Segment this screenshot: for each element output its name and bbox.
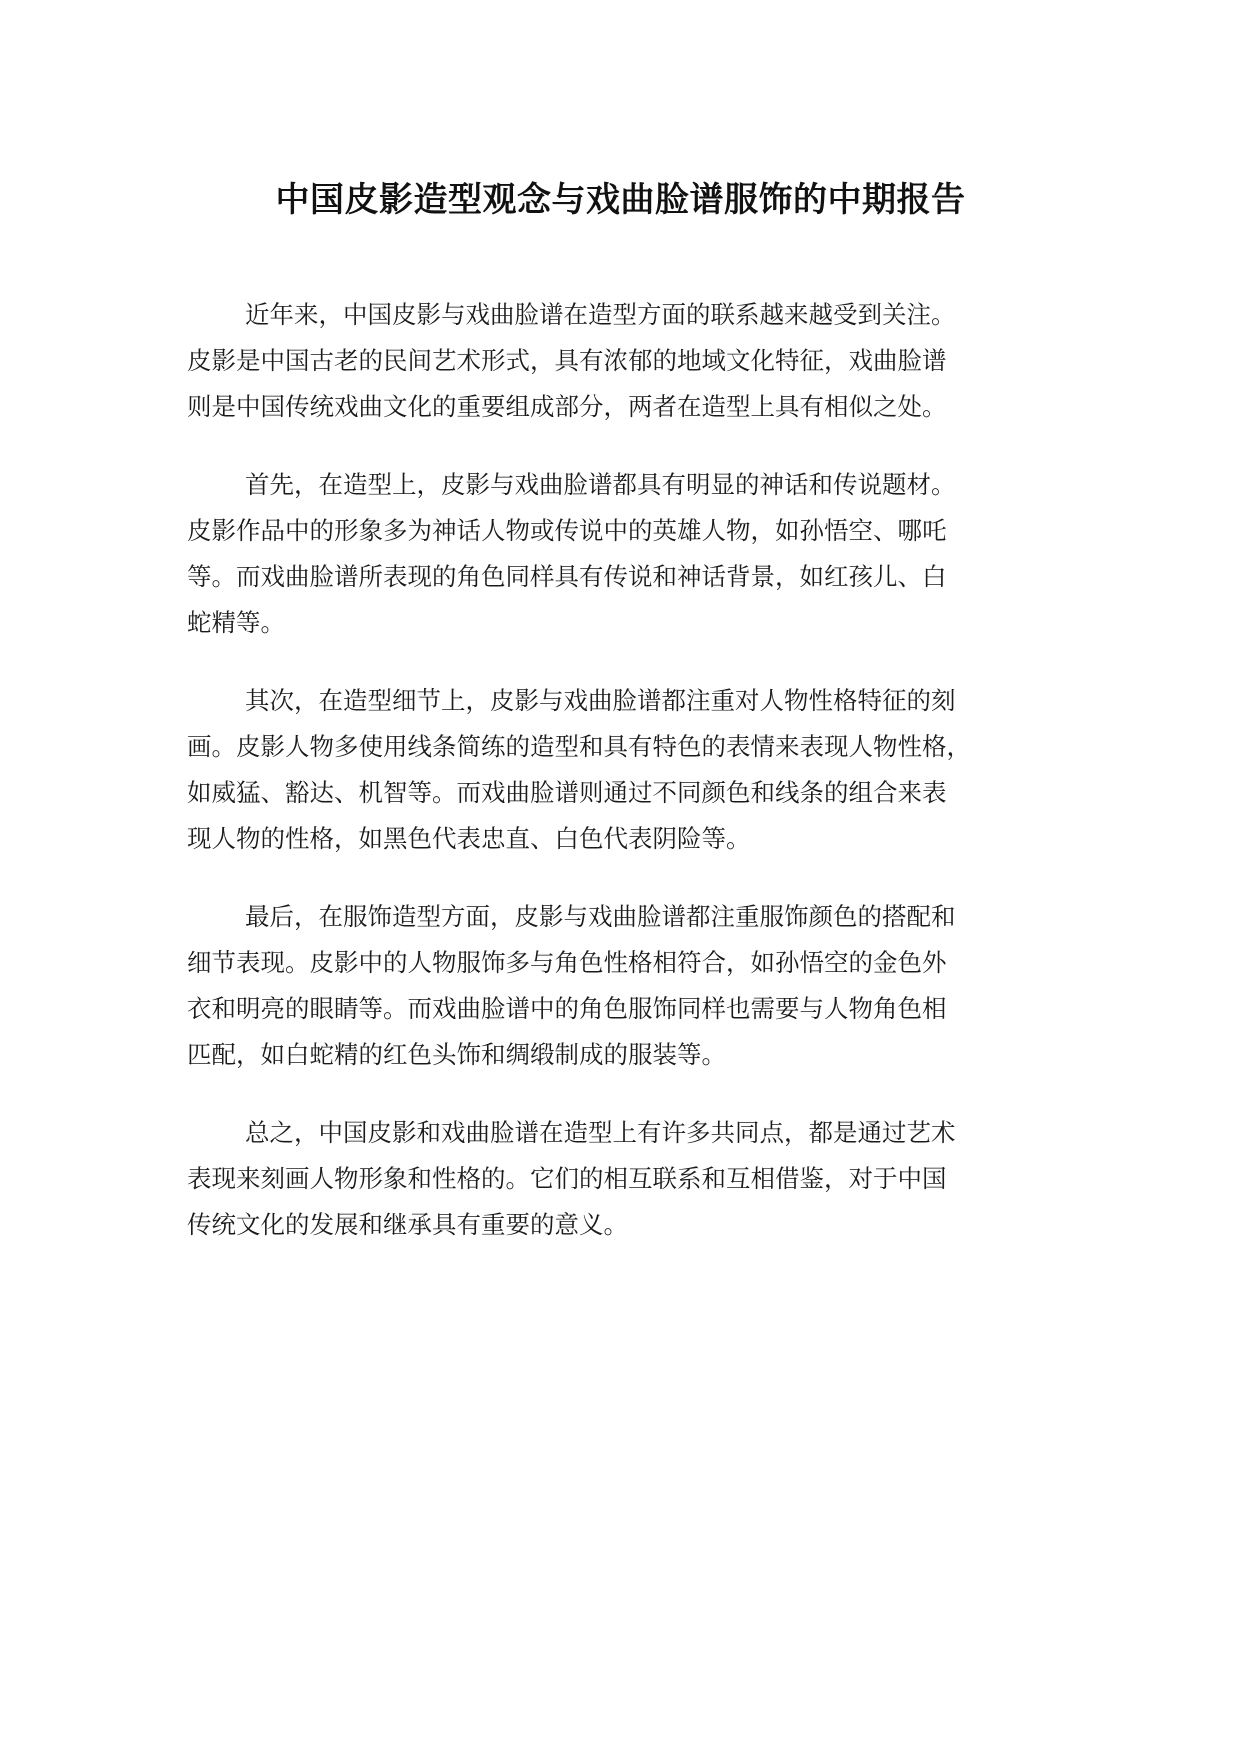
paragraph-line: 如威猛、豁达、机智等。而戏曲脸谱则通过不同颜色和线条的组合来表 (187, 778, 947, 807)
paragraph-line: 最后，在服饰造型方面，皮影与戏曲脸谱都注重服饰颜色的搭配和 (245, 902, 956, 931)
document-body (187, 292, 1107, 1280)
paragraph-third (187, 894, 1107, 1078)
paragraph-line: 细节表现。皮影中的人物服饰多与角色性格相符合，如孙悟空的金色外 (187, 948, 947, 977)
paragraph-line: 其次，在造型细节上，皮影与戏曲脸谱都注重对人物性格特征的刻 (245, 686, 956, 715)
document-title: 中国皮影造型观念与戏曲脸谱服饰的中期报告 (275, 180, 966, 220)
paragraph-line: 传统文化的发展和继承具有重要的意义。 (187, 1210, 628, 1239)
paragraph-line: 蛇精等。 (187, 608, 285, 637)
paragraph-line: 则是中国传统戏曲文化的重要组成部分，两者在造型上具有相似之处。 (187, 392, 947, 421)
paragraph-intro (187, 292, 1107, 430)
paragraph-line: 等。而戏曲脸谱所表现的角色同样具有传说和神话背景，如红孩儿、白 (187, 562, 947, 591)
paragraph-line: 画。皮影人物多使用线条简练的造型和具有特色的表情来表现人物性格， (187, 732, 971, 761)
paragraph-line: 匹配，如白蛇精的红色头饰和绸缎制成的服装等。 (187, 1040, 726, 1069)
paragraph-line: 总之，中国皮影和戏曲脸谱在造型上有许多共同点，都是通过艺术 (245, 1118, 956, 1147)
paragraph-line: 首先，在造型上，皮影与戏曲脸谱都具有明显的神话和传说题材。 (245, 470, 956, 499)
paragraph-second (187, 678, 1107, 862)
paragraph-first (187, 462, 1107, 646)
paragraph-line: 表现来刻画人物形象和性格的。它们的相互联系和互相借鉴，对于中国 (187, 1164, 947, 1193)
paragraph-line: 现人物的性格，如黑色代表忠直、白色代表阴险等。 (187, 824, 751, 853)
paragraph-conclusion (187, 1110, 1107, 1248)
paragraph-line: 衣和明亮的眼睛等。而戏曲脸谱中的角色服饰同样也需要与人物角色相 (187, 994, 947, 1023)
paragraph-line: 皮影作品中的形象多为神话人物或传说中的英雄人物，如孙悟空、哪吒 (187, 516, 947, 545)
paragraph-line: 皮影是中国古老的民间艺术形式，具有浓郁的地域文化特征，戏曲脸谱 (187, 346, 947, 375)
paragraph-line: 近年来，中国皮影与戏曲脸谱在造型方面的联系越来越受到关注。 (245, 300, 956, 329)
